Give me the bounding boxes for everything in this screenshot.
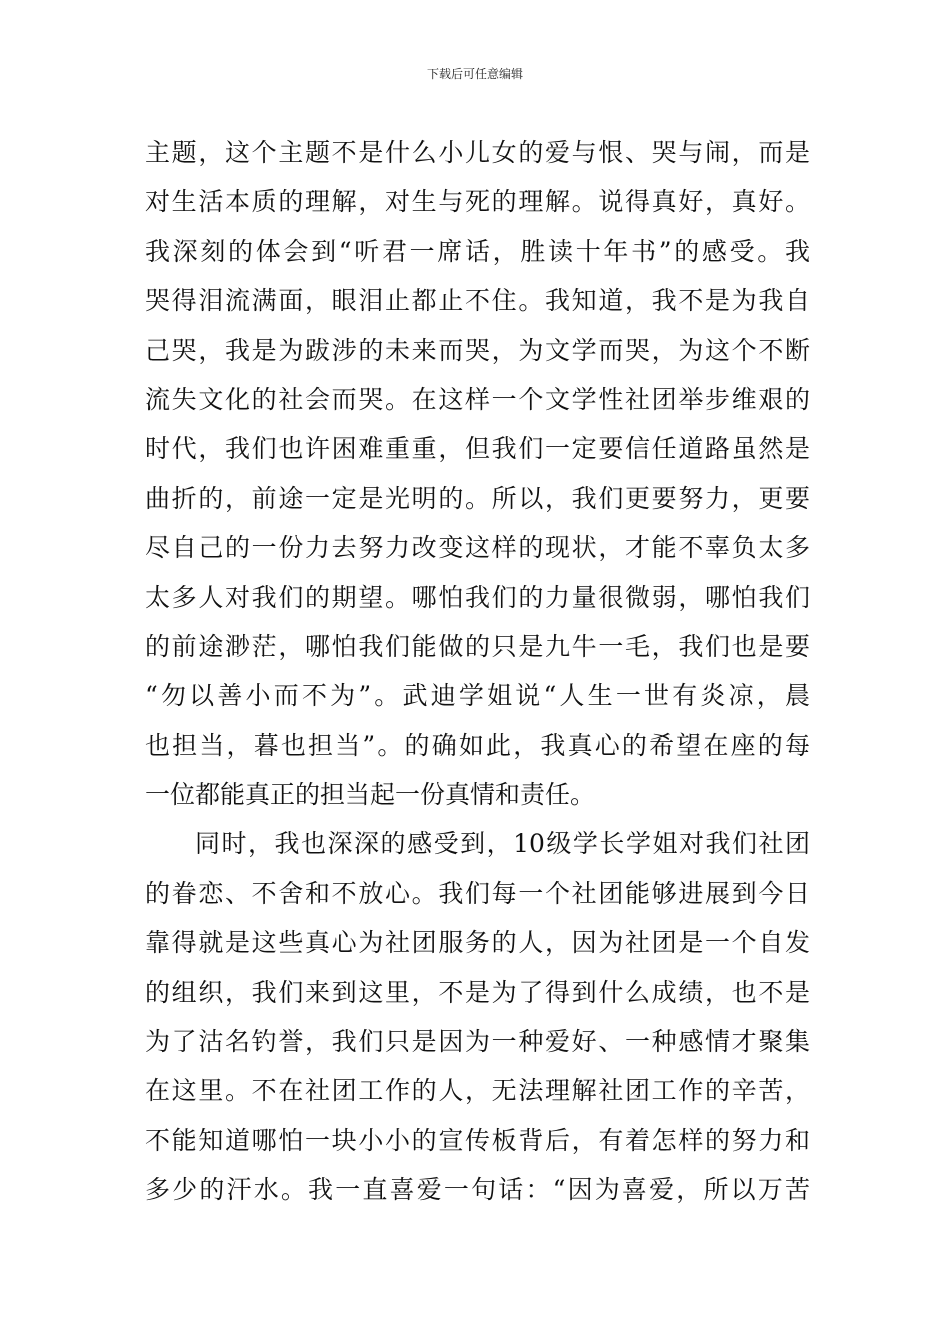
text-line: 靠得就是这些真心为社团服务的人，因为社团是一个自发	[145, 928, 810, 958]
text-line: 太多人对我们的期望。哪怕我们的力量很微弱，哪怕我们	[145, 582, 810, 612]
text-line: 多少的汗水。我一直喜爱一句话：“因为喜爱，所以万苦	[145, 1175, 810, 1205]
text-line: 为了沽名钓誉，我们只是因为一种爱好、一种感情才聚集	[145, 1027, 810, 1057]
paragraph	[145, 819, 810, 1214]
text-line: 也担当，暮也担当”。的确如此，我真心的希望在座的每	[145, 730, 810, 760]
text-line: 同时，我也深深的感受到，10级学长学姐对我们社团	[195, 829, 810, 859]
text-line: 流失文化的社会而哭。在这样一个文学性社团举步维艰的	[145, 384, 810, 414]
text-line: 不能知道哪怕一块小小的宣传板背后，有着怎样的努力和	[145, 1125, 810, 1155]
paragraph	[145, 128, 810, 819]
text-line: 时代，我们也许困难重重，但我们一定要信任道路虽然是	[145, 434, 810, 464]
text-line: 在这里。不在社团工作的人，无法理解社团工作的辛苦，	[145, 1076, 810, 1106]
text-line: 曲折的，前途一定是光明的。所以，我们更要努力，更要	[145, 483, 810, 513]
text-line: 的前途渺茫，哪怕我们能做的只是九牛一毛，我们也是要	[145, 631, 810, 661]
text-line: 哭得泪流满面，眼泪止都止不住。我知道，我不是为我自	[145, 286, 810, 316]
text-line: 尽自己的一份力去努力改变这样的现状，才能不辜负太多	[145, 533, 810, 563]
text-line: “勿以善小而不为”。武迪学姐说“人生一世有炎凉，晨	[145, 681, 810, 711]
text-line: 一位都能真正的担当起一份真情和责任。	[145, 780, 596, 810]
document-body	[145, 128, 810, 1215]
text-line: 主题，这个主题不是什么小儿女的爱与恨、哭与闹，而是	[145, 138, 810, 167]
text-line: 对生活本质的理解，对生与死的理解。说得真好，真好。	[145, 187, 810, 217]
text-line: 的眷恋、不舍和不放心。我们每一个社团能够进展到今日	[145, 878, 810, 908]
text-line: 己哭，我是为跋涉的未来而哭，为文学而哭，为这个不断	[145, 335, 810, 365]
text-line: 的组织，我们来到这里，不是为了得到什么成绩，也不是	[145, 977, 810, 1007]
text-line: 我深刻的体会到“听君一席话，胜读十年书”的感受。我	[145, 236, 810, 266]
page-header: 下载后可任意编辑	[426, 67, 523, 81]
